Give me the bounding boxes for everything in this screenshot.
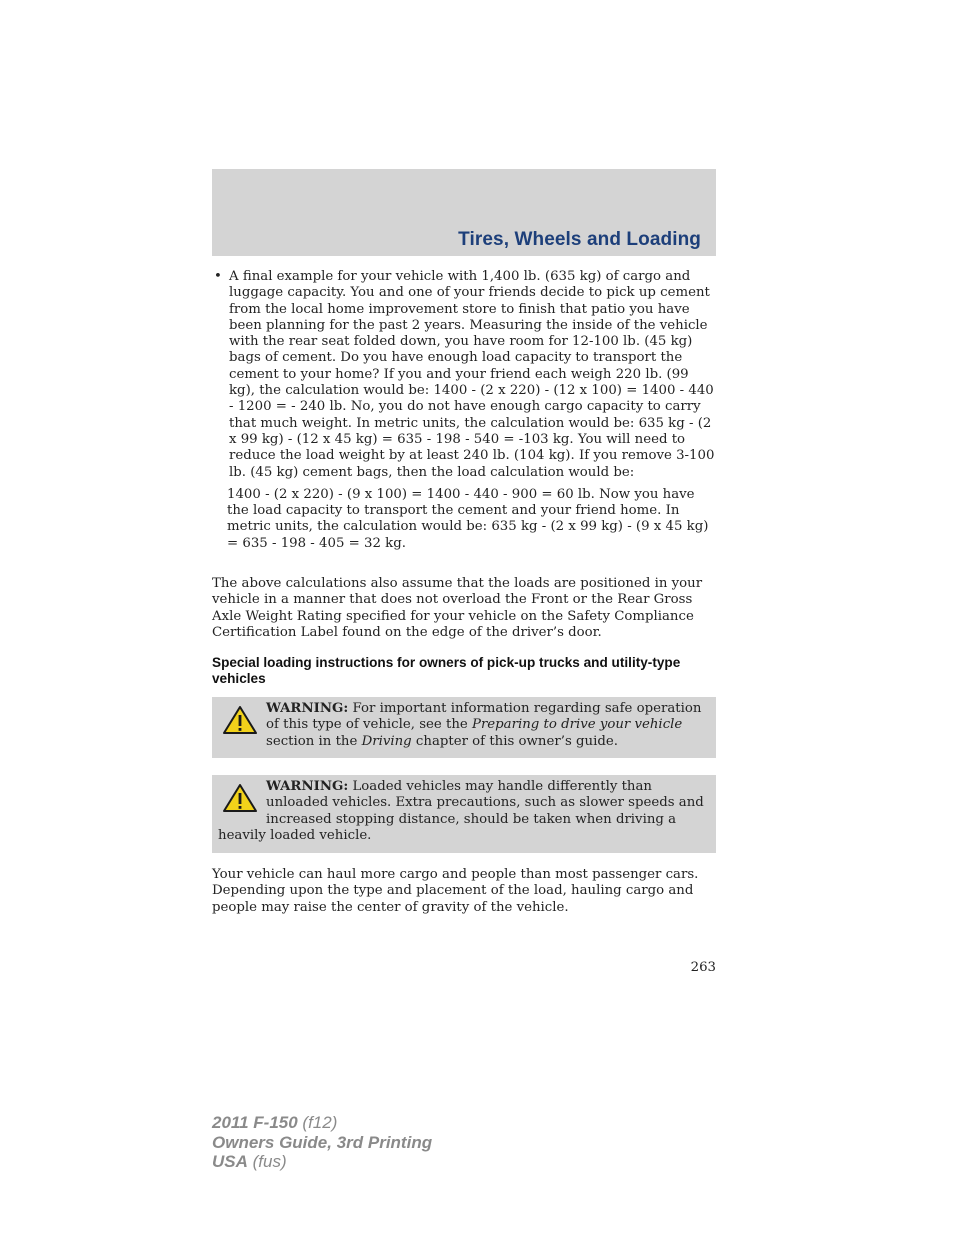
footer-edition-info	[212, 1113, 432, 1172]
warning-box	[212, 697, 716, 758]
bullet-icon: •	[214, 269, 222, 284]
warning-text: Loaded vehicles may handle differently than unloaded vehicles. Extra precautions, such as slower speeds and increased stopping distance, should be taken when driving a heavily loaded vehicle.	[218, 779, 704, 843]
warning-text: chapter of this owner’s guide.	[411, 733, 618, 749]
section-heading: Special loading instructions for owners of pick-up trucks and utility-type vehicles	[212, 655, 681, 686]
footer-market: USA	[212, 1152, 248, 1171]
page-number: 263	[690, 960, 716, 975]
bullet-continuation: 1400 - (2 x 220) - (9 x 100) = 1400 - 440 - 900 = 60 lb. Now you have the load capacity to transport the cement and your friend home. In metric units, the calculation would be: 635 kg - (2 x 99 kg) - (9 x 45 kg) = 635 - 198 - 405 = 32 kg.	[227, 486, 709, 551]
chapter-title: Tires, Wheels and Loading	[458, 229, 701, 250]
warning-box	[212, 775, 716, 853]
footer-printing: Owners Guide, 3rd Printing	[212, 1132, 433, 1152]
chapter-header	[212, 169, 716, 256]
warning-italic-reference: Preparing to drive your vehicle	[472, 717, 683, 733]
footer-line-market	[212, 1152, 432, 1172]
warning-label: WARNING:	[266, 701, 349, 716]
footer-model: 2011 F-150	[212, 1113, 298, 1132]
bullet-list	[212, 269, 716, 552]
warning-italic-chapter: Driving	[361, 733, 412, 749]
paragraph-center-of-gravity: Your vehicle can haul more cargo and people than most passenger cars. Depending upon the type and placement of the load, hauling cargo and people may raise the center of gravity of the vehicle.	[212, 867, 699, 915]
footer-market-code: (fus)	[247, 1152, 287, 1171]
warning-triangle-icon	[222, 783, 258, 813]
footer-line-printing	[212, 1133, 432, 1153]
footer-line-model	[212, 1113, 432, 1133]
paragraph-load-positioning: The above calculations also assume that the loads are positioned in your vehicle in a manner that does not overload the Front or the Rear Gross Axle Weight Rating specified for your vehicle on the Safety Compliance Certification Label found on the edge of the driver’s door.	[212, 576, 703, 640]
list-item	[212, 269, 716, 481]
footer-model-code: (f12)	[297, 1113, 338, 1132]
warning-triangle-icon	[222, 705, 258, 735]
warning-text: section in the	[266, 733, 362, 749]
warning-label: WARNING:	[266, 779, 349, 794]
warning-text: For important information regarding safe operation of this type of vehicle, see the	[266, 701, 702, 733]
bullet-text: A final example for your vehicle with 1,400 lb. (635 kg) of cargo and luggage capacity. You and one of your friends decide to pick up cement from the local home improvement store to finish that patio you have been planning for the past 2 years. Measuring the inside of the vehicle with the rear seat folded down, you have room for 12-100 lb. (45 kg) bags of cement. Do you have enough load capacity to transport the cement to your home? If you and your friend each weigh 220 lb. (99 kg), the calculation would be: 1400 - (2 x 220) - (12 x 100) = 1400 - 440 - 1200 = - 240 lb. No, you do not have enough cargo capacity to carry that much weight. In metric units, the calculation would be: 635 kg - (2 x 99 kg) - (12 x 45 kg) = 635 - 198 - 540 = -103 kg. You will need to reduce the load weight by at least 240 lb. (104 kg). If you remove 3-100 lb. (45 kg) cement bags, then the load calculation would be:	[229, 269, 715, 480]
